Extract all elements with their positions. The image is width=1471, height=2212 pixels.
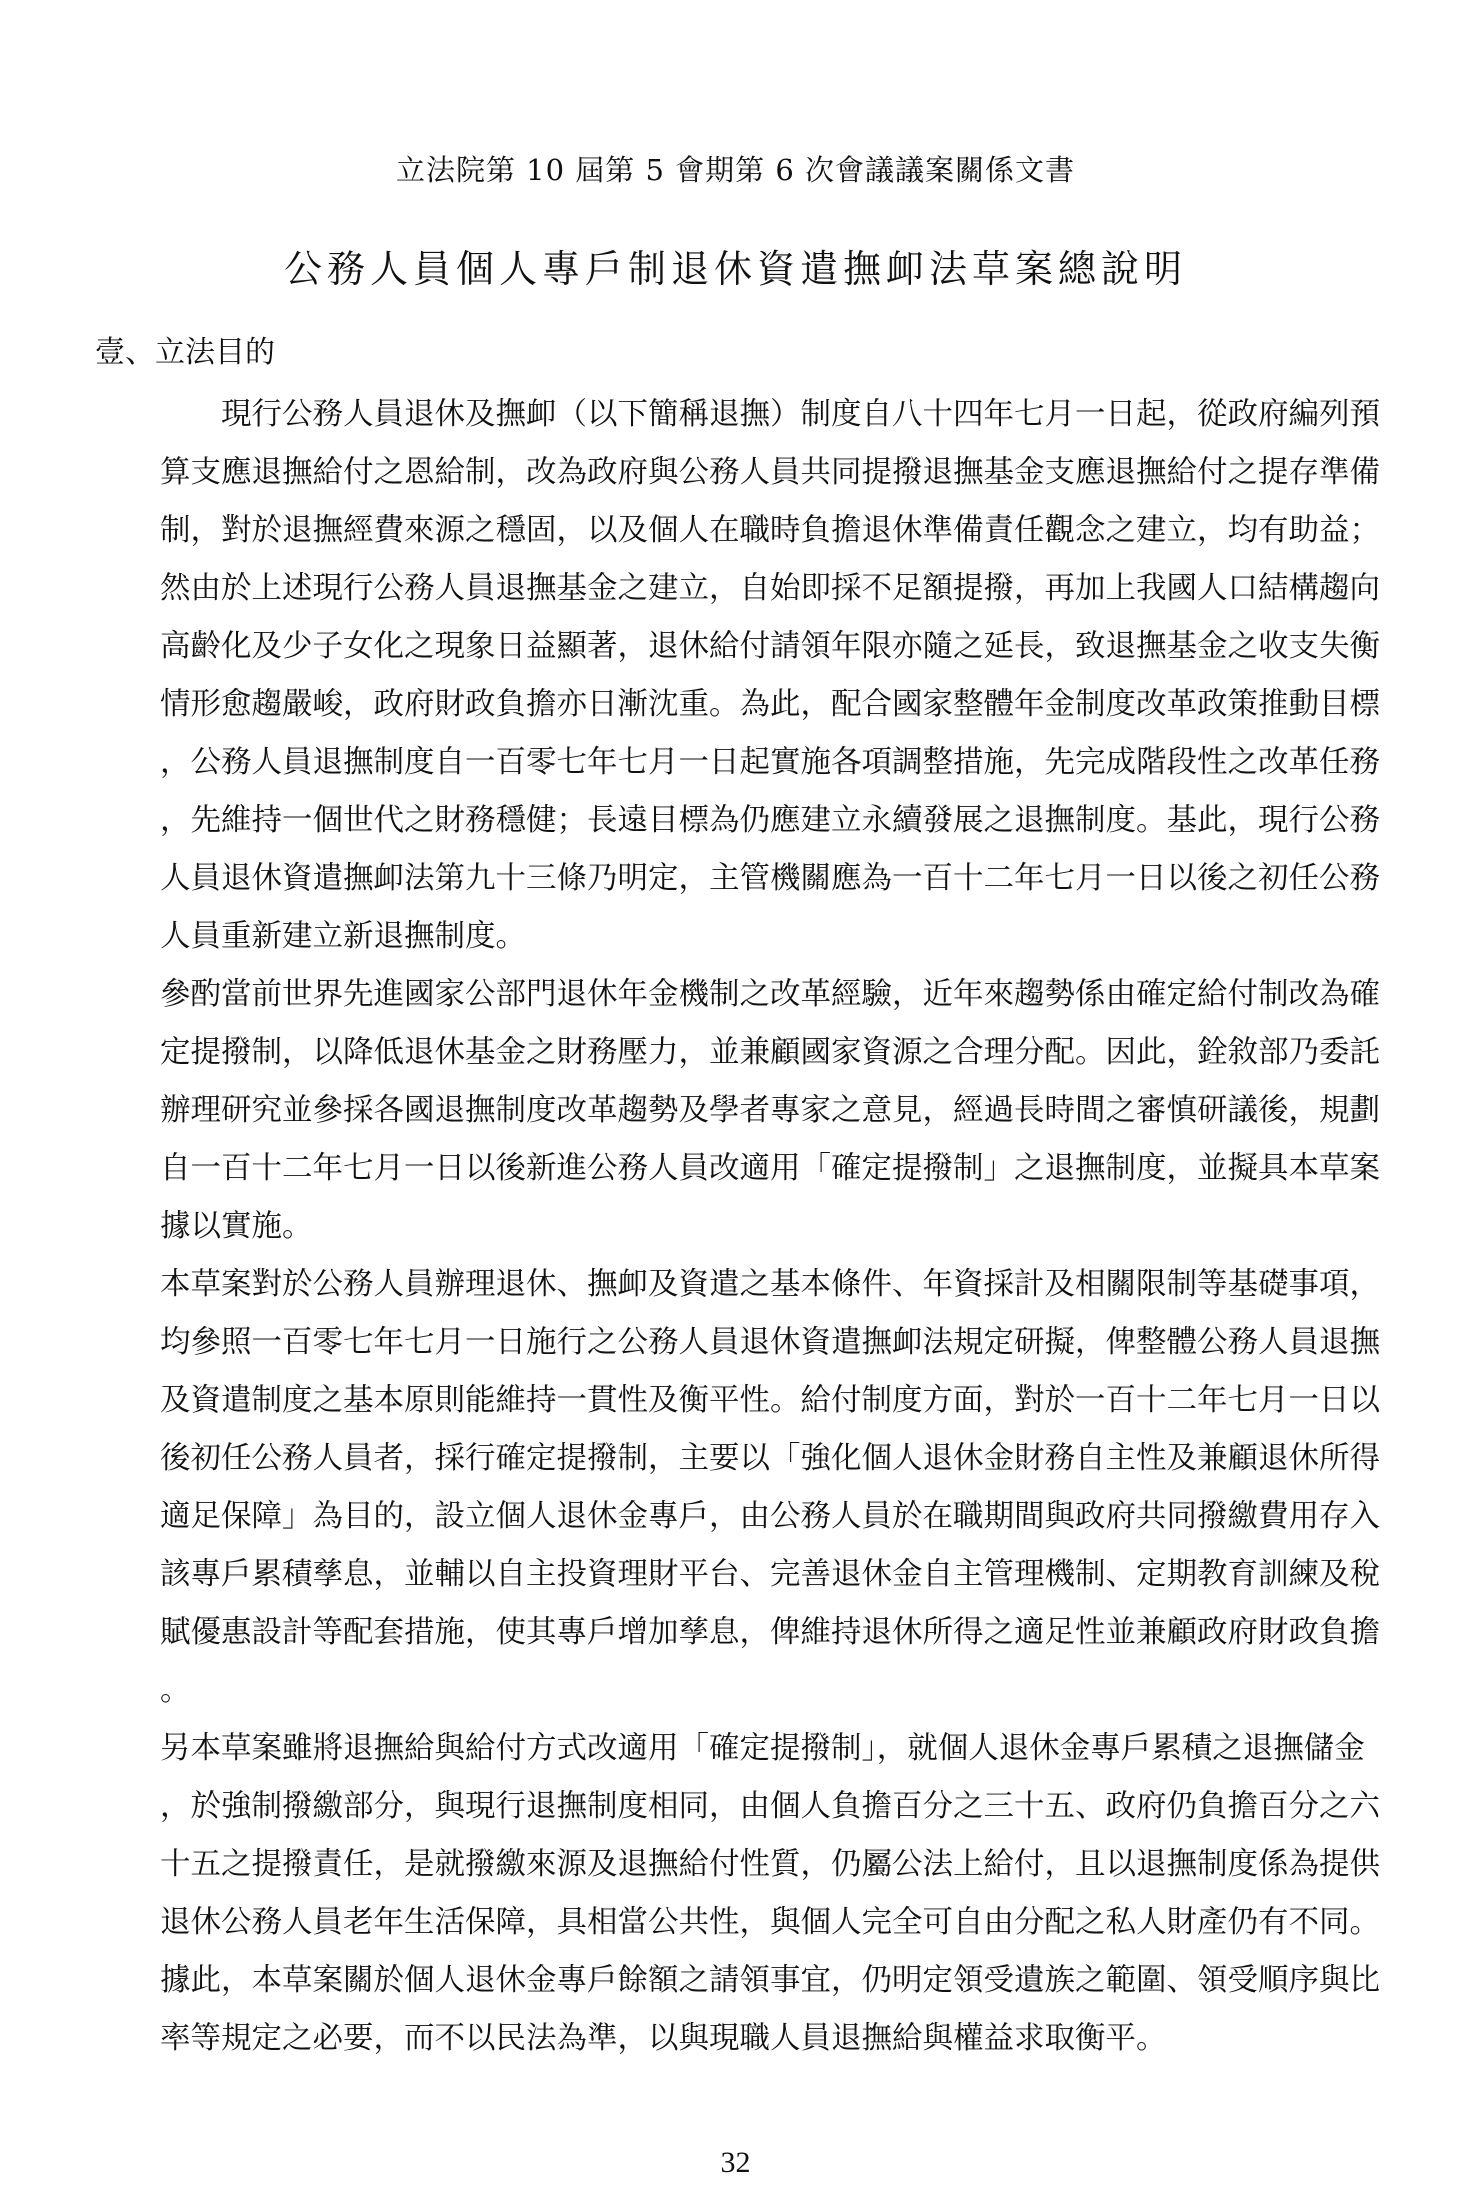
- text-line: 均參照一百零七年七月一日施行之公務人員退休資遣撫卹法規定研擬，俾整體公務人員退撫: [160, 1325, 1380, 1360]
- text-line: 。: [160, 1673, 191, 1708]
- text-line: ，於強制撥繳部分，與現行退撫制度相同，由個人負擔百分之三十五、政府仍負擔百分之六: [160, 1789, 1380, 1824]
- text-line: 情形愈趨嚴峻，政府財政負擔亦日漸沈重。為此，配合國家整體年金制度改革政策推動目標: [160, 687, 1380, 722]
- text-line: 退休公務人員老年生活保障，具相當公共性，與個人完全可自由分配之私人財產仍有不同。: [160, 1905, 1380, 1940]
- paragraph: [160, 1720, 1380, 2068]
- text-line: 定提撥制，以降低退休基金之財務壓力，並兼顧國家資源之合理分配。因此，銓敘部乃委託: [160, 1035, 1380, 1070]
- text-line: 制，對於退撫經費來源之穩固，以及個人在職時負擔退休準備責任觀念之建立，均有助益；: [160, 513, 1380, 548]
- text-line: 參酌當前世界先進國家公部門退休年金機制之改革經驗，近年來趨勢係由確定給付制改為確: [160, 977, 1380, 1012]
- text-line: 十五之提撥責任，是就撥繳來源及退撫給付性質，仍屬公法上給付，且以退撫制度係為提供: [160, 1847, 1380, 1882]
- document-header: 立法院第 10 屆第 5 會期第 6 次會議議案關係文書: [395, 153, 1076, 187]
- text-line: 據以實施。: [160, 1209, 313, 1244]
- text-line: 算支應退撫給付之恩給制，改為政府與公務人員共同提撥退撫基金支應退撫給付之提存準備: [160, 455, 1380, 490]
- text-line: 自一百十二年七月一日以後新進公務人員改適用「確定提撥制」之退撫制度，並擬具本草案: [160, 1151, 1380, 1186]
- text-line: 率等規定之必要，而不以民法為準，以與現職人員退撫給與權益求取衡平。: [160, 2021, 1167, 2056]
- text-line: 然由於上述現行公務人員退撫基金之建立，自始即採不足額提撥，再加上我國人口結構趨向: [160, 571, 1380, 606]
- page-title: 公務人員個人專戶制退休資遣撫卹法草案總說明: [283, 247, 1187, 291]
- text-line: 賦優惠設計等配套措施，使其專戶增加孳息，俾維持退休所得之適足性並兼顧政府財政負擔: [160, 1615, 1380, 1650]
- paragraph: [160, 1256, 1380, 1720]
- text-line: 適足保障」為目的，設立個人退休金專戶，由公務人員於在職期間與政府共同撥繳費用存入: [160, 1499, 1380, 1534]
- text-line: 另本草案雖將退撫給與給付方式改適用「確定提撥制」，就個人退休金專戶累積之退撫儲金: [160, 1731, 1365, 1766]
- text-line: ，公務人員退撫制度自一百零七年七月一日起實施各項調整措施，先完成階段性之改革任務: [160, 745, 1380, 780]
- text-line: 高齡化及少子女化之現象日益顯著，退休給付請領年限亦隨之延長，致退撫基金之收支失衡: [160, 629, 1380, 664]
- text-line: 本草案對於公務人員辦理退休、撫卹及資遣之基本條件、年資採計及相關限制等基礎事項，: [160, 1267, 1380, 1302]
- text-line: 人員退休資遣撫卹法第九十三條乃明定，主管機關應為一百十二年七月一日以後之初任公務: [160, 861, 1380, 896]
- paragraph: [160, 386, 1380, 966]
- text-line: 現行公務人員退休及撫卹（以下簡稱退撫）制度自八十四年七月一日起，從政府編列預: [160, 397, 1380, 432]
- document-body: [160, 386, 1380, 2068]
- text-line: 據此，本草案關於個人退休金專戶餘額之請領事宜，仍明定領受遺族之範圍、領受順序與比: [160, 1963, 1380, 1998]
- text-line: 人員重新建立新退撫制度。: [160, 919, 526, 954]
- text-line: 辦理研究並參採各國退撫制度改革趨勢及學者專家之意見，經過長時間之審慎研議後，規劃: [160, 1093, 1380, 1128]
- paragraph: [160, 966, 1380, 1256]
- page-number: 32: [720, 2146, 751, 2179]
- text-line: 及資遣制度之基本原則能維持一貫性及衡平性。給付制度方面，對於一百十二年七月一日以: [160, 1383, 1380, 1418]
- text-line: ，先維持一個世代之財務穩健；長遠目標為仍應建立永續發展之退撫制度。基此，現行公務: [160, 803, 1380, 838]
- section-heading: 壹、立法目的: [95, 335, 275, 370]
- text-line: 該專戶累積孳息，並輔以自主投資理財平台、完善退休金自主管理機制、定期教育訓練及稅: [160, 1557, 1380, 1592]
- text-line: 後初任公務人員者，採行確定提撥制，主要以「強化個人退休金財務自主性及兼顧退休所得: [160, 1441, 1380, 1476]
